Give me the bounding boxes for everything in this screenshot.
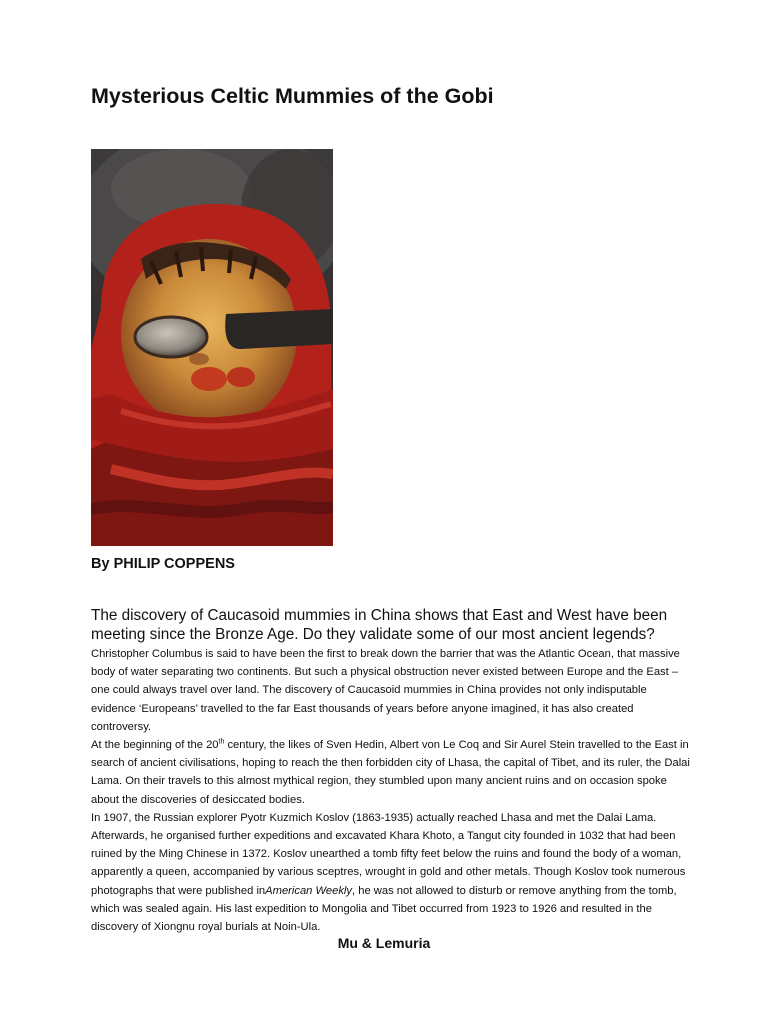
mummy-photo [91,149,333,546]
article-body [91,645,691,936]
paragraph-3-rest: , he was not allowed to disturb or remove anything from the tomb, which was sealed again. His last expedition to Mongolia and Tibet occurred from 1923 to 1926 and resulted in the discovery of Xiongnu royal burials at Noin-Ula. [91,884,677,934]
paragraph-1: Christopher Columbus is said to have been the first to break down the barrier that was the Atlantic Ocean, that massive body of water separating two continents. But such a physical obstruction never existed between Europe and the East – one could always travel over land. The discovery of Caucasoid mummies in China provides not only indisputable evidence ‘Europeans’ travelled to the far East thousands of years before anyone imagined, it has also created controversy. [91,648,680,733]
lead-paragraph: The discovery of Caucasoid mummies in China shows that East and West have been meeting since the Bronze Age. Do they validate some of our most ancient legends? [91,607,668,643]
publication-title: American Weekly [265,884,352,897]
footer-link-mu-lemuria[interactable]: Mu & Lemuria [337,935,431,951]
article-title: Mysterious Celtic Mummies of the Gobi [91,84,494,108]
author-byline: By PHILIP COPPENS [91,556,235,572]
paragraph-3-start: In 1907, the Russian explorer Pyotr Kuzmich Koslov (1863-1935) actually reached Lhasa and met the Dalai Lama. Afterwards, he organised further expeditions and excavated Khara Khoto, a Tangut city founded in 1032 that had been ruined by the Ming Chinese in 1372. Koslov unearthed a tomb fifty feet below the ruins and found the body of a woman, apparently a queen, accompanied by various sceptres, wrought in gold and other metals. Though Koslov took numerous photographs that were published in [91,811,686,897]
paragraph-3 [91,809,691,936]
paragraph-2-rest: century, the likes of Sven Hedin, Albert von Le Coq and Sir Aurel Stein travelled to the East in search of ancient civilisations, hoping to reach the then forbidden city of Lhasa, the capital of Tibet, and its ruler, the Dalai Lama. On their travels to this almost mythical region, they stumbled upon many ancient ruins and on occasion spoke about the discoveries of desiccated bodies. [91,739,690,806]
paragraph-2 [91,736,691,809]
ordinal-suffix: th [218,738,225,746]
paragraph-2-start: At the beginning of the 20 [91,739,219,752]
